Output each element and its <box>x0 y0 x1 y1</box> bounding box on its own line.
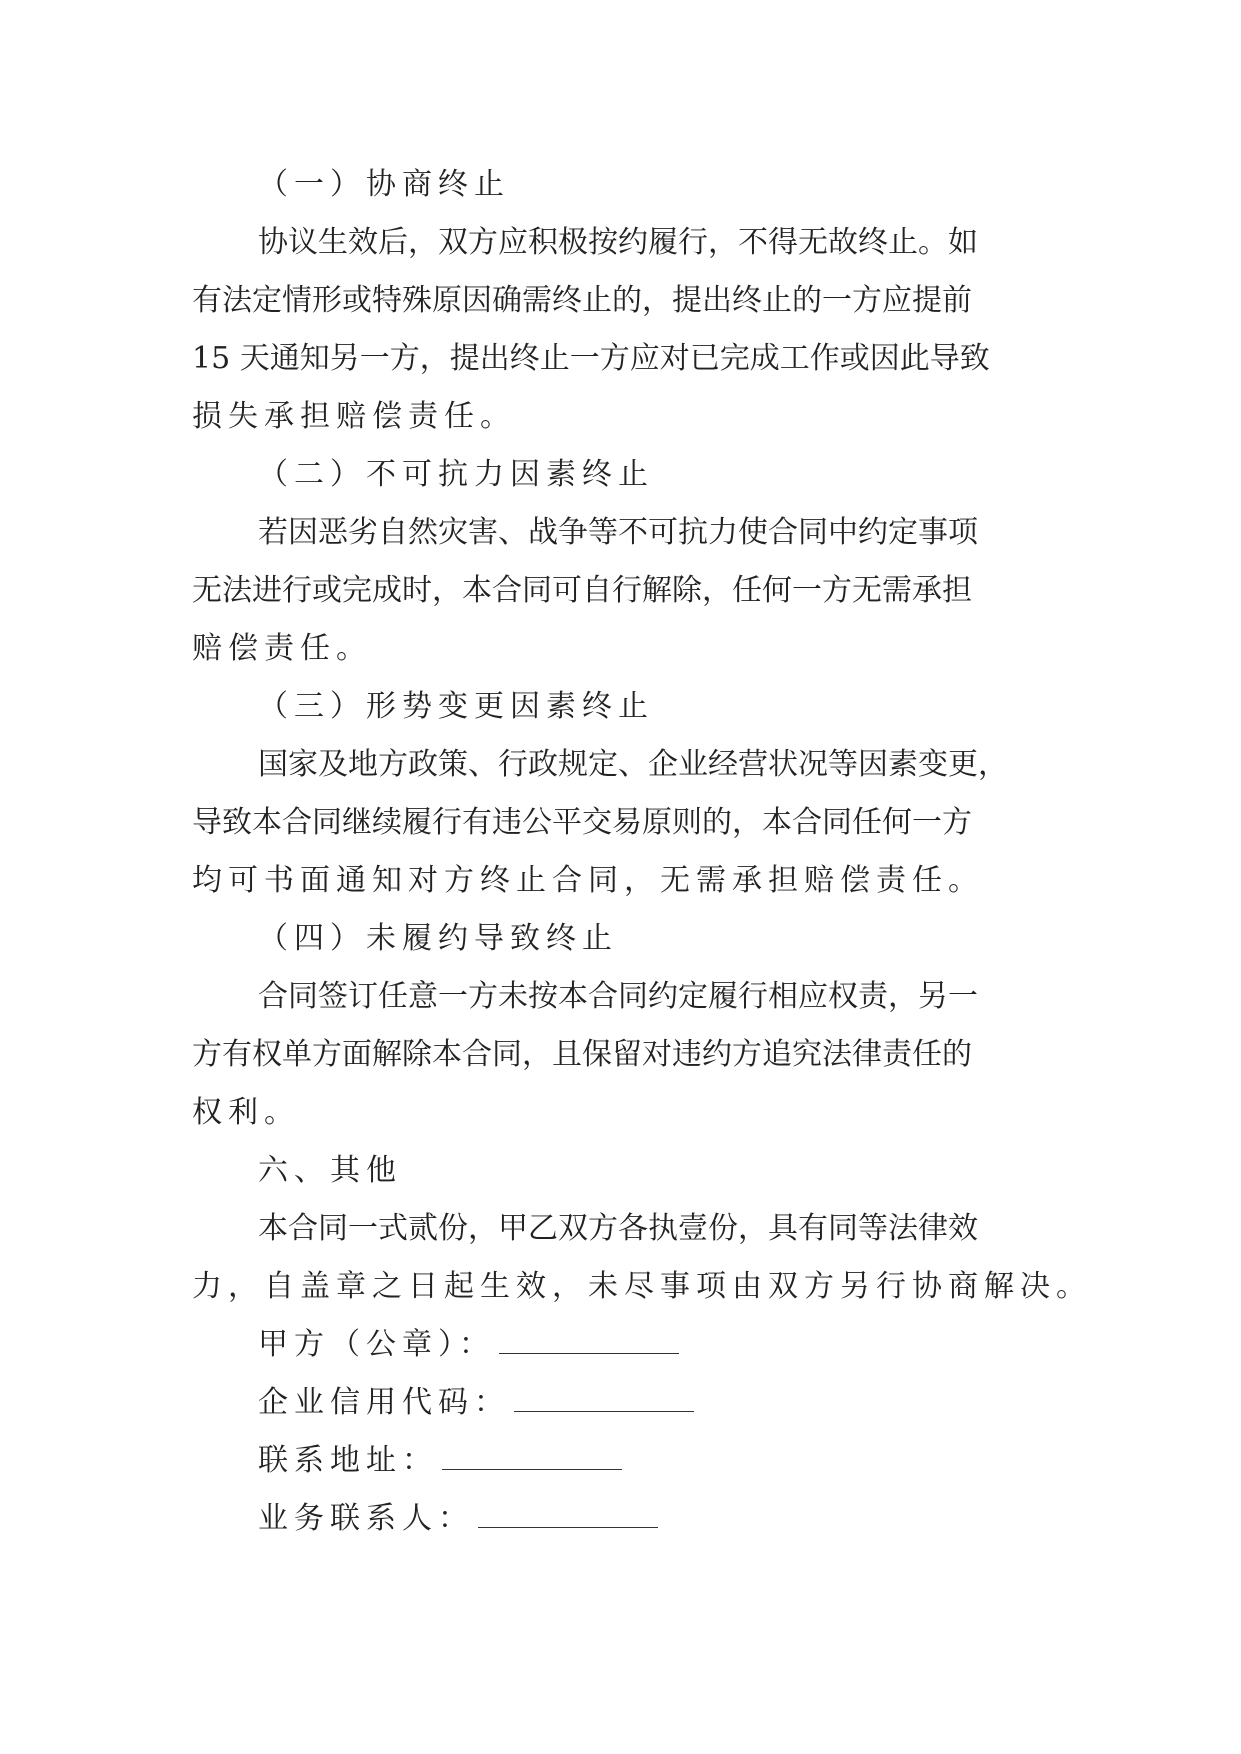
paragraph-line: 均可书面通知对方终止合同，无需承担赔偿责任。 <box>192 863 984 898</box>
signature-party-a-row <box>192 1316 1054 1374</box>
paragraph-line: 导致本合同继续履行有违公平交易原则的，本合同任何一方 <box>192 805 972 840</box>
signature-address-row <box>192 1432 1054 1490</box>
credit-code-blank[interactable] <box>514 1389 694 1412</box>
paragraph-line: 15 天通知另一方，提出终止一方应对已完成工作或因此导致 <box>192 341 990 376</box>
paragraph-line: 若因恶劣自然灾害、战争等不可抗力使合同中约定事项 <box>258 515 978 550</box>
paragraph-line: 无法进行或完成时，本合同可自行解除，任何一方无需承担 <box>192 573 972 608</box>
credit-code-label: 企业信用代码： <box>258 1385 510 1420</box>
signature-contact-row <box>192 1490 1054 1548</box>
paragraph-line: 国家及地方政策、行政规定、企业经营状况等因素变更， <box>258 747 1008 782</box>
paragraph-line: 权利。 <box>192 1095 300 1130</box>
contact-blank[interactable] <box>478 1505 658 1528</box>
paragraph-line: 有法定情形或特殊原因确需终止的，提出终止的一方应提前 <box>192 283 972 318</box>
section-heading-circumstance-change: （三）形势变更因素终止 <box>258 689 654 724</box>
paragraph-line: 方有权单方面解除本合同，且保留对违约方追究法律责任的 <box>192 1037 972 1072</box>
paragraph-line: 损失承担赔偿责任。 <box>192 399 516 434</box>
paragraph-line: 赔偿责任。 <box>192 631 372 666</box>
address-blank[interactable] <box>442 1447 622 1470</box>
paragraph-line: 本合同一式贰份，甲乙双方各执壹份，具有同等法律效 <box>258 1211 978 1246</box>
paragraph-line: 合同签订任意一方未按本合同约定履行相应权责，另一 <box>258 979 978 1014</box>
section-heading-negotiated-termination: （一）协商终止 <box>258 167 510 202</box>
signature-credit-code-row <box>192 1374 1054 1432</box>
party-a-label: 甲方（公章）： <box>258 1327 495 1362</box>
paragraph-line: 协议生效后，双方应积极按约履行，不得无故终止。如 <box>258 225 978 260</box>
section-heading-non-performance: （四）未履约导致终止 <box>258 921 618 956</box>
party-a-blank[interactable] <box>499 1331 679 1354</box>
section-heading-force-majeure: （二）不可抗力因素终止 <box>258 457 654 492</box>
address-label: 联系地址： <box>258 1443 438 1478</box>
contact-label: 业务联系人： <box>258 1501 474 1536</box>
contract-body <box>192 156 1092 1548</box>
section-heading-other: 六、其他 <box>258 1153 402 1188</box>
paragraph-line: 力，自盖章之日起生效，未尽事项由双方另行协商解决。 <box>192 1269 1092 1304</box>
